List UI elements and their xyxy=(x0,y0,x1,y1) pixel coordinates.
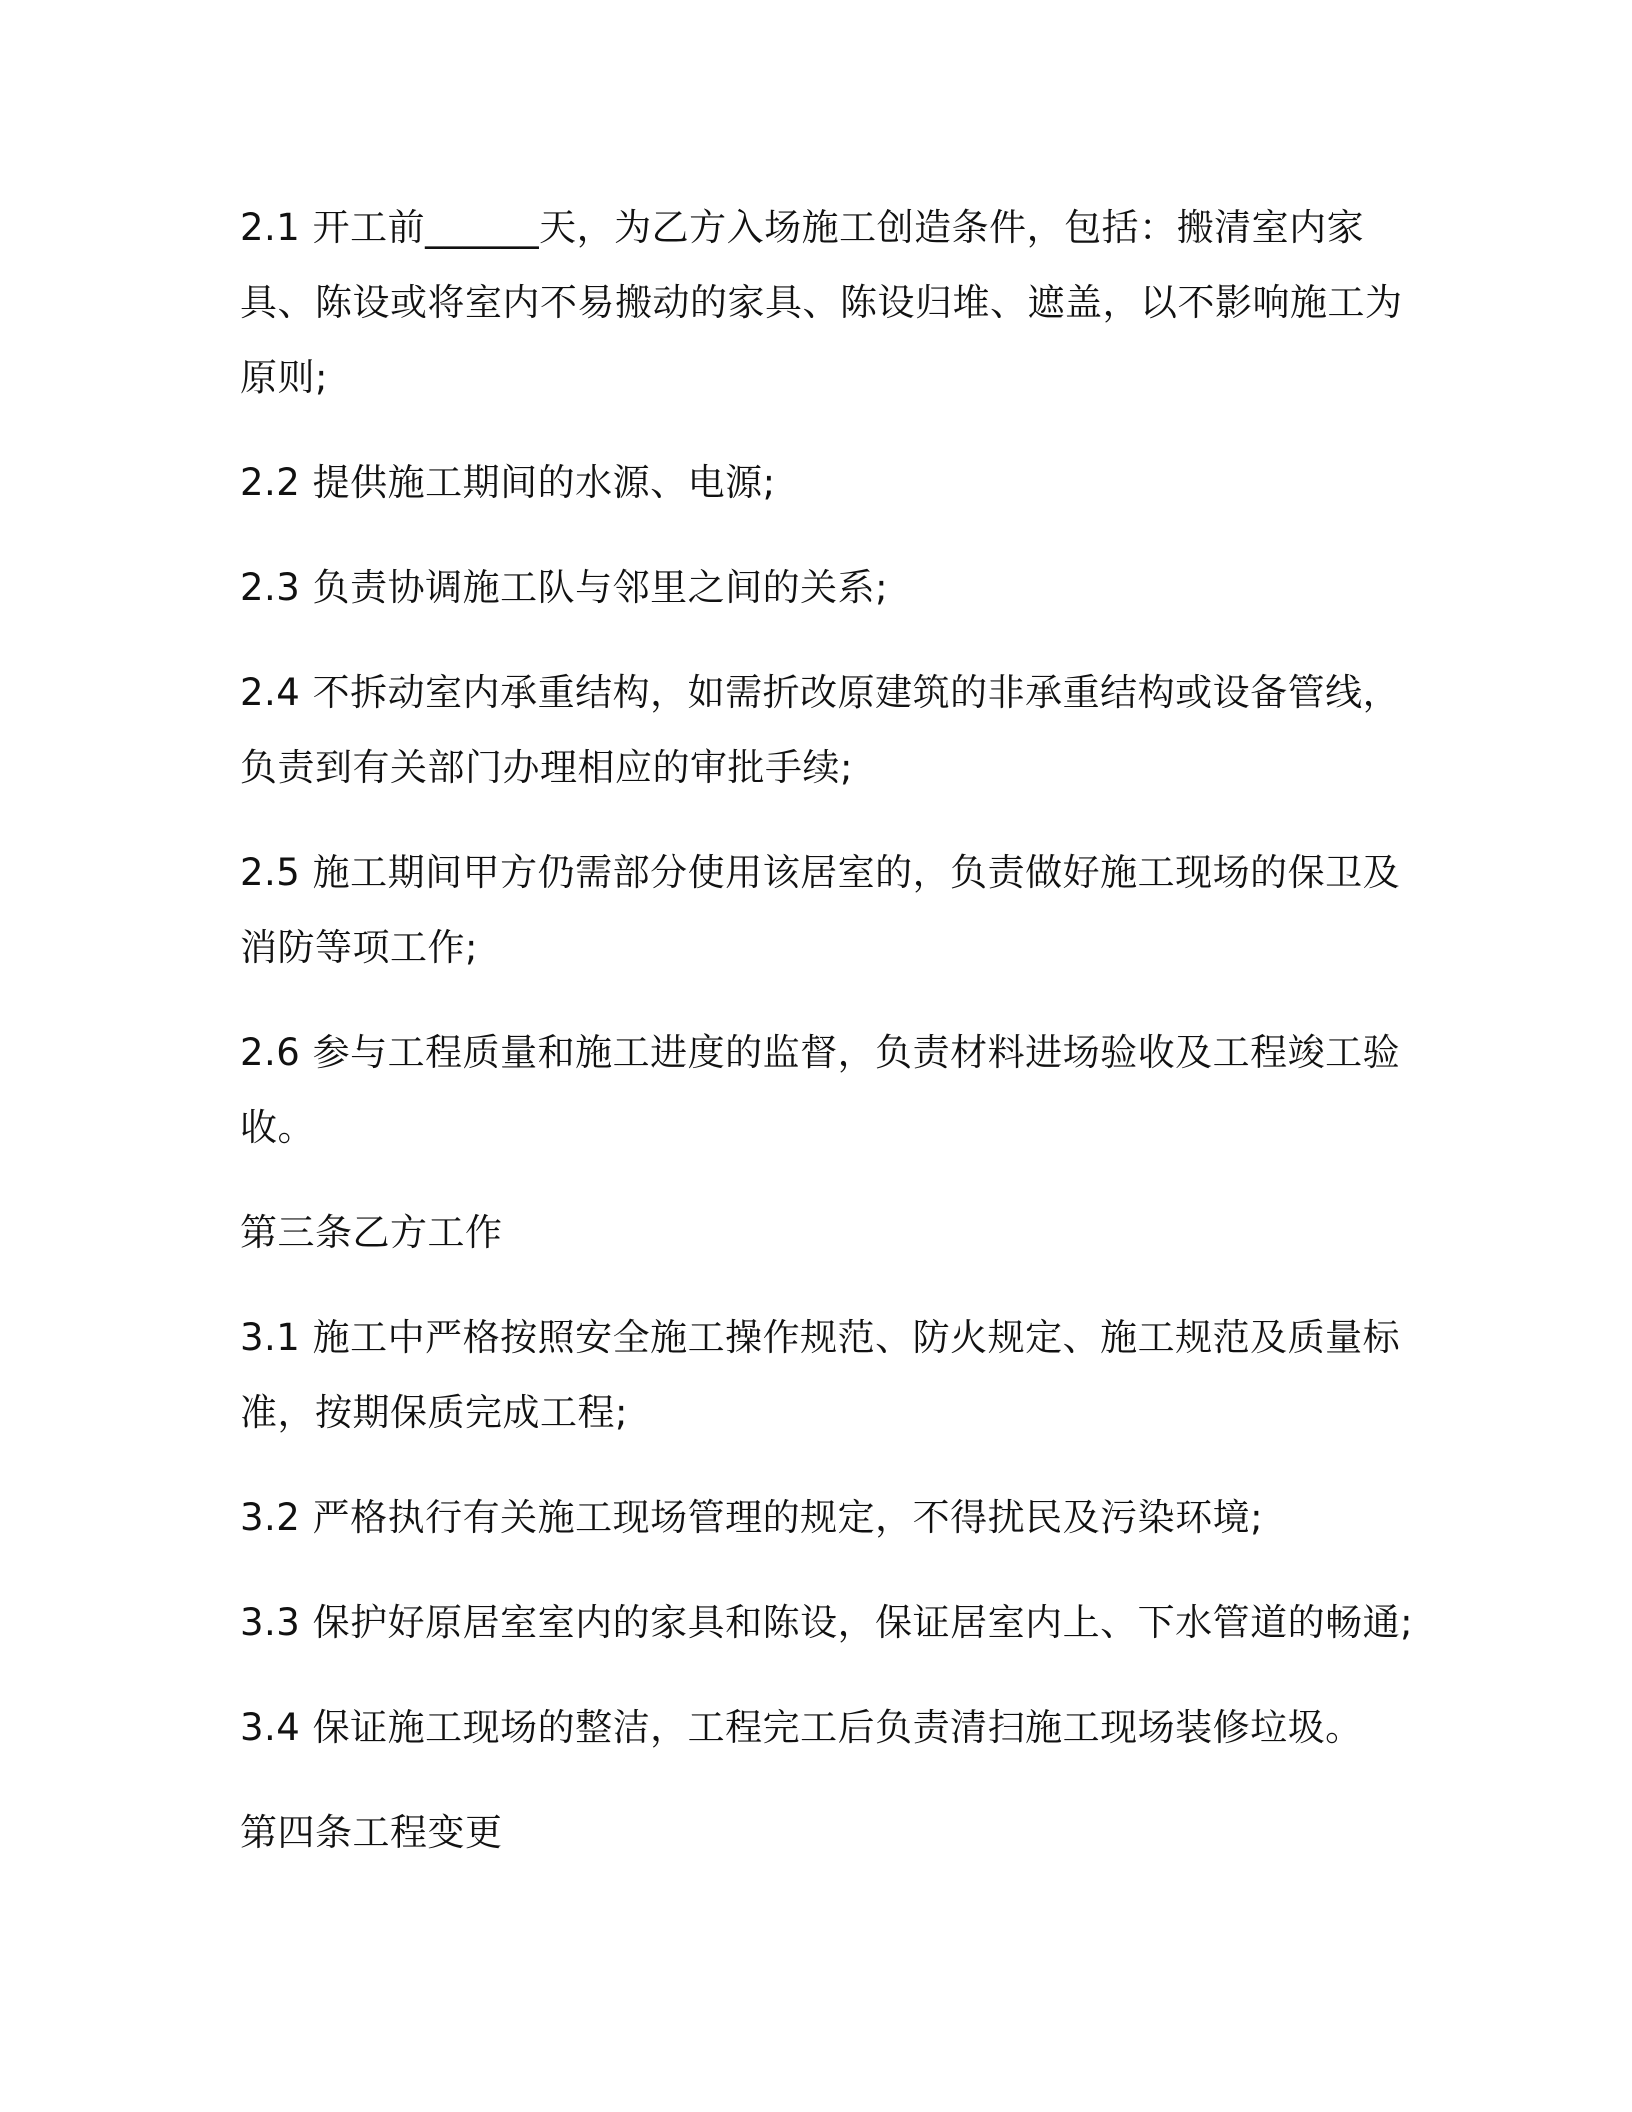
clause-3-2: 3.2 严格执行有关施工现场管理的规定，不得扰民及污染环境; xyxy=(240,1496,1264,1539)
section-heading-3: 第三条乙方工作 xyxy=(240,1211,503,1254)
clause-2-3: 2.3 负责协调施工队与邻里之间的关系; xyxy=(240,566,889,609)
clause-2-5: 2.5 施工期间甲方仍需部分使用该居室的，负责做好施工现场的保卫及消防等项工作; xyxy=(240,851,1401,969)
clause-2-6: 2.6 参与工程质量和施工进度的监督，负责材料进场验收及工程竣工验收。 xyxy=(240,1031,1401,1149)
clause-3-1: 3.1 施工中严格按照安全施工操作规范、防火规定、施工规范及质量标准，按期保质完成工程; xyxy=(240,1316,1401,1434)
clause-2-4: 2.4 不拆动室内承重结构，如需折改原建筑的非承重结构或设备管线，负责到有关部门办理相应的审批手续; xyxy=(240,671,1401,789)
clause-2-1: 2.1 开工前______天，为乙方入场施工创造条件，包括：搬清室内家具、陈设或将室内不易搬动的家具、陈设归堆、遮盖，以不影响施工为原则; xyxy=(240,206,1403,399)
clause-3-3: 3.3 保护好原居室室内的家具和陈设，保证居室内上、下水管道的畅通; xyxy=(240,1601,1414,1644)
clause-3-4: 3.4 保证施工现场的整洁，工程完工后负责清扫施工现场装修垃圾。 xyxy=(240,1706,1363,1749)
clause-2-2: 2.2 提供施工期间的水源、电源; xyxy=(240,461,776,504)
section-heading-4: 第四条工程变更 xyxy=(240,1811,503,1854)
document-body xyxy=(240,190,1420,1900)
